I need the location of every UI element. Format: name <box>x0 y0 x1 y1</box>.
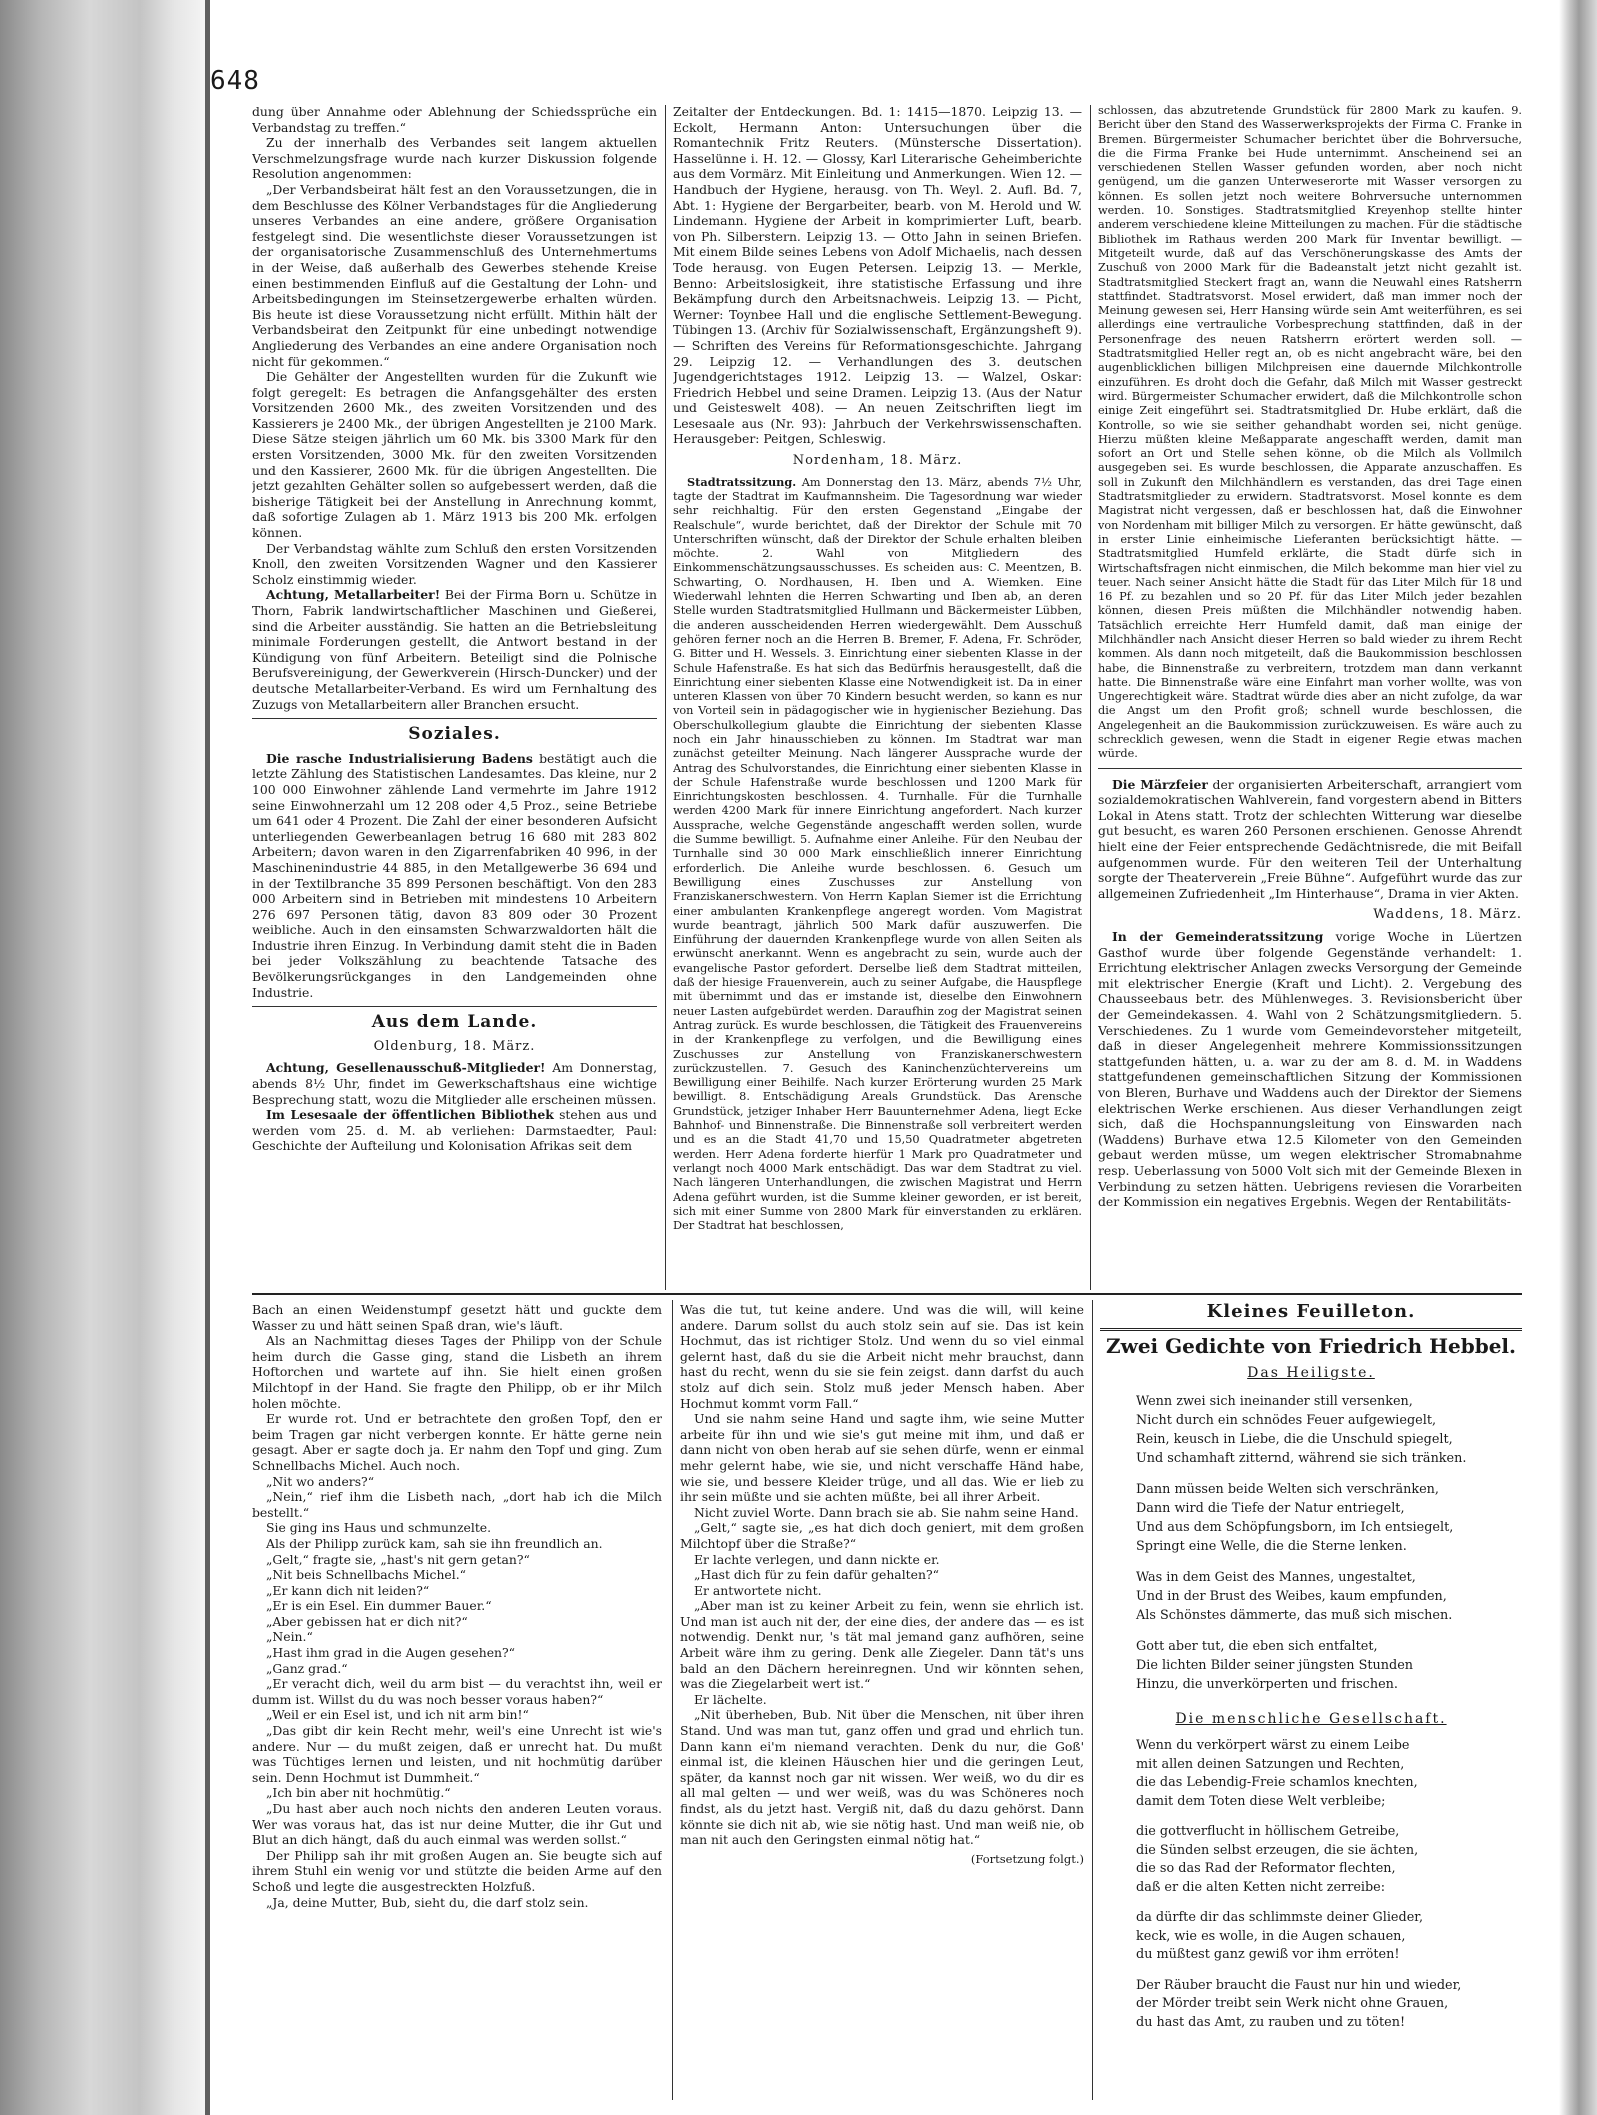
story-paragraph: „Gelt,“ sagte sie, „es hat dich doch geniert, mit dem großen Milchtopf über die Straße?“ <box>680 1520 1084 1551</box>
poem-line: damit dem Toten diese Welt verbleibe; <box>1136 1793 1386 1809</box>
lead-in: Die Märzfeier <box>1112 776 1208 792</box>
poems-title: Zwei Gedichte von Friedrich Hebbel. <box>1106 1333 1516 1358</box>
paragraph <box>252 751 657 1001</box>
poem-line: daß er die alten Ketten nicht zerreibe: <box>1136 1879 1386 1895</box>
feuilleton-heading: Kleines Feuilleton. <box>1206 1302 1416 1322</box>
paragraph: Zeitalter der Entdeckungen. Bd. 1: 1415—1870. Leipzig 13. —Eckolt, Hermann Anton: Untersuchungen über die Romantechnik Fritz Reuters. (Münstersche Dissertation). Hasselünne i. H. 12. — Glossy, Karl Literarische Geheimberichte aus dem Vormärz. Mit Einleitung und Anmerkungen. Wien 12. — Handbuch der Hygiene, herausg. von Th. Weyl. 2. Aufl. Bd. 7, Abt. 1: Hygiene der Bergarbeiter, bearb. von M. Herold und W. Lindemann. Hygiene der Arbeit in komprimierter Luft, bearb. von Ph. Silberstern. Leipzig 13. — Otto Jahn in seinen Briefen. Mit einem Bilde seines Lebens von Adolf Michaelis, nach dessen Tode herausg. von Eugen Petersen. Leipzig 13. — Merkle, Benno: Arbeitslosigkeit, ihre statistische Erfassung und ihre Bekämpfung durch den Arbeitsnachweis. Leipzig 13. — Picht, Werner: Toynbee Hall und die englische Settlement-Bewegung. Tübingen 13. (Archiv für Sozialwissenschaft, Ergänzungsheft 9). — Schriften des Vereins für Reformationsgeschichte. Jahrgang 29. Leipzig 12. — Verhandlungen des 3. deutschen Jugendgerichtstages 1912. Leipzig 13. — Walzel, Oskar: Friedrich Hebbel und seine Dramen. Leipzig 13. (Aus der Natur und Geisteswelt 408). — An neuen Zeitschriften liegt im Lesesaale aus (Nr. 93): Jahrbuch der Verkehrswissenschaften. Herausgeber: Peitgen, Schleswig. <box>673 104 1082 447</box>
story-paragraph: Als an Nachmittag dieses Tages der Philipp von der Schule heim durch die Gasse ging, stand die Lisbeth an ihrem Hoftorchen und wartete auf ihn. Sie hielt einen großen Milchtopf in der Hand. Sie fragte den Philipp, ob er ihr Milch holen möchte. <box>252 1333 662 1411</box>
article-column-3 <box>1098 104 1522 1290</box>
dateline: Oldenburg, 18. März. <box>373 1038 536 1054</box>
story-paragraph: „Ganz grad.“ <box>266 1660 348 1676</box>
story-paragraph: Der Philipp sah ihr mit großen Augen an. Sie beugte sich auf ihrem Stuhl ein wenig vor und stützte die beiden Arme auf den Schoß und legte die ausgestreckten Holzfuß. <box>252 1847 662 1894</box>
page-number: 648 <box>210 66 260 96</box>
paragraph <box>252 1060 657 1107</box>
story-paragraph: Er lächelte. <box>694 1691 767 1707</box>
stanza-gap <box>1136 1556 1522 1568</box>
poem-line: Nicht durch ein schnödes Feuer aufgewiegelt, <box>1136 1412 1437 1428</box>
poem-line: Dann wird die Tiefe der Natur entriegelt, <box>1136 1500 1405 1516</box>
lead-in: Die rasche Industrialisierung Badens <box>266 750 533 766</box>
story-paragraph: „Nit wo anders?“ <box>266 1473 375 1489</box>
story-paragraph: „Du hast aber auch noch nichts den anderen Leuten voraus. Wer was voraus hat, das ist nur deine Mutter, die ihr Gut und Blut an dich hängt, daß du auch einmal was werden sollst.“ <box>252 1801 662 1848</box>
poem-line: Gott aber tut, die eben sich entfaltet, <box>1136 1638 1378 1654</box>
feuilleton-separator <box>252 1293 1522 1295</box>
poem-line: du hast das Amt, zu rauben und zu töten! <box>1136 2014 1406 2030</box>
feuilleton-rule <box>1100 1328 1522 1331</box>
poem-line: Die lichten Bilder seiner jüngsten Stunden <box>1136 1657 1414 1673</box>
poem-line: die gottverflucht in höllischem Getreibe, <box>1136 1824 1400 1840</box>
story-paragraph: „Ich bin aber nit hochmütig.“ <box>266 1785 451 1801</box>
lead-in: Achtung, Gesellenausschuß-Mitglieder! <box>266 1060 546 1076</box>
story-paragraph: Bach an einen Weidenstumpf gesetzt hätt und guckte dem Wasser zu und hätt seinen Spaß dran, wie's läuft. <box>252 1302 662 1333</box>
paragraph-text: vorige Woche in Lüertzen Gasthof wurde über folgende Gegenstände verhandelt: 1. Errichtung elektrischer Anlagen zwecks Versorgung der Gemeinde mit elektrischer Energie (Kraft und Licht). 2. Vergebung des Chausseebaus betr. des Mühlenweges. 3. Revisionsbericht über der Gemeindekassen. 4. Wahl von 2 Schätzungsmitgliedern. 5. Verschiedenes. Zu 1 wurde vom Gemeindevorsteher mitgeteilt, daß in dieser Angelegenheit mehrere Kommissionssitzungen stattgefunden hätten, u. a. war zu der am 8. d. M. in Waddens stattgefundenen gemeinschaftlichen Sitzung der Kommissionen von Bleren, Burhave und Waddens auch der Direktor der Siemens elektrischen Werke erschienen. Aus dieser Verhandlungen zeigt sich, daß die Hochspannungsleitung von Einswarden nach (Waddens) Burhave etwa 12.5 Kilometer von den Gemeinden gebaut werden müsse, um wegen elektrischer Stromabnahme resp. Ueberlassung von 5000 Volt sich mit der Gemeinde Blexen in Verbindung zu setzen hätten. Uebrigens reviesen die Vorarbeiten der Kommission ein negatives Ergebnis. Wegen der Rentabilitäts- <box>1098 929 1522 1210</box>
poem-line: Und aus dem Schöpfungsborn, im Ich entsiegelt, <box>1136 1519 1454 1535</box>
stanza-gap <box>1136 1897 1522 1909</box>
paragraph-text: stehen aus und werden vom 25. d. M. ab verliehen: Darmstaedter, Paul: Geschichte der Aufteilung und Kolonisation Afrikas seit dem <box>252 1107 657 1154</box>
paragraph <box>1098 929 1522 1210</box>
feuilleton-column <box>1100 1302 1522 2092</box>
paragraph-text: Am Donnerstag den 13. März, abends 7½ Uhr, tagte der Stadtrat im Kaufmannsheim. Die Tagesordnung war wieder sehr reichhaltig. Für den ersten Gegenstand „Eingabe der Realschule“, wurde berichtet, daß der Direktor der Schule mit 70 Unterschriften wünscht, daß der Direktor der Schule erhalten bleiben möchte. 2. Wahl von Mitgliedern des Einkommenschätzungsausschusses. Es scheiden aus: C. Meentzen, B. Schwarting, O. Nordhausen, H. Iben und A. Wiemken. Eine Wiederwahl lehnten die Herren Schwarting und Iben ab, an deren Stelle wurden Stadtratsmitglied Hullmann und Bäckermeister Lübben, die anderen ausscheidenden Herren wiedergewählt. Dem Ausschuß gehören ferner noch an die Herren B. Bremer, F. Adena, Fr. Schröder, G. Bitter und H. Wessels. 3. Einrichtung einer siebenten Klasse in der Schule Hafenstraße. Es hat sich das Bedürfnis herausgestellt, daß die Einrichtung einer siebenten Klasse eine Notwendigkeit ist. Da in einer unteren Klassen von über 70 Kindern besucht werden, so kann es nur von Vorteil sein in pädagogischer wie in hygienischer Beziehung. Das Oberschulkollegium glaubte die Einrichtung der siebenten Klasse noch ein Jahr hinausschieben zu können. Im Stadtrat war man zunächst geteilter Meinung. Nach längerer Aussprache wurde der Antrag des Schulvorstandes, die Einrichtung einer siebenten Klasse in der Schule Hafenstraße wurde beschlossen und 1200 Mark für Einrichtungskosten beschlossen. 4. Turnhalle. Für die Turnhalle werden 4200 Mark für innere Einrichtung angefordert. Nach kurzer Aussprache, welche Gegenstände angeschafft werden sollen, wurde die Summe bewilligt. 5. Aufnahme einer Anleihe. Für den Neubau der Turnhalle sind 30 000 Mark einschließlich innerer Einrichtung erforderlich. Die Anleihe wurde beschlossen. 6. Gesuch um Bewilligung eines Zuschusses zur Anstellung von Franziskanerschwestern. Von Herrn Kaplan Siemer ist die Errichtung einer ambulanten Krankenpflege angeregt worden. Vom Magistrat wurde beantragt, jährlich 500 Mark dafür auszuwerfen. Die Einführung der dauernden Krankenpflege wurde von allen Seiten als erwünscht anerkannt. Wenn es angebracht zu sein, wurde auch der evangelische Pastor gefordert. Derselbe ließ dem Stadtrat mitteilen, daß der hiesige Frauenverein, auch zu seiner Aufgabe, die Hauspflege mit übernimmt und das er imstande ist, dieselbe den Einwohnern neuer Lasten aufgebürdet werden. Daraufhin zog der Magistrat seinen Antrag zurück. Es wurde beschlossen, die Tätigkeit des Frauenvereins in der Krankenpflege zu verfolgen, und die Bewilligung eines Zuschusses zur Anstellung von Franziskanerschwestern zurückzustellen. 7. Gesuch des Kaninchenzüchtervereins um Bewilligung einer Beihilfe. Nach kurzer Erörterung wurden 25 Mark bewilligt. 8. Entschädigung Areals Grundstück. Das Arensche Grundstück, jetziger Inhaber Herr Bauunternehmer Adena, liegt Ecke Bahnhof- und Binnenstraße. Die Binnenstraße soll verbreitert werden und es an die Stadt 41,70 und 15,50 Quadratmeter abgetreten werden. Herr Adena forderte hierfür 1 Mark pro Quadratmeter und verlangt noch 4000 Mark entschädigt. Das war dem Stadtrat zu viel. Nach längeren Unterhandlungen, die zwischen Magistrat und Herrn Adena geführt wurden, ist die Summe kleiner geworden, er ist bereit, sich mit einer Summe von 2800 Mark für einverstanden zu erklären. Der Stadtrat hat beschlossen, <box>673 475 1082 1233</box>
column-rule <box>1090 105 1091 1290</box>
paragraph: dung über Annahme oder Ablehnung der Schiedssprüche ein Verbandstag zu treffen.“ <box>252 104 657 135</box>
poem-1 <box>1100 1392 1522 1694</box>
paragraph <box>673 475 1082 1234</box>
lead-in: Stadtratssitzung. <box>687 474 797 489</box>
lead-in: Im Lesesaale der öffentlichen Bibliothek <box>266 1107 554 1123</box>
story-paragraph: „Nit überheben, Bub. Nit über die Menschen, nit über ihren Stand. Und was man tut, ganz offen und grad und ehrlich tun. Dann kann ei'm niemand verachten. Denk du nur, die Goß' einmal ist, die kleinen Häuschen hier und die geringen Leut, später, da kannst noch gar nit wissen. Wer weiß, wo du dir es all mal gelten — und wer weiß, was du was Schöneres noch findst, als du jetzt hast. Vergiß nit, daß du dazu gehörst. Dann könnte sie dich nit ab, wie sie nötig hast. Und man weiß nie, ob man nit auch den Geringsten einmal nötig hat.“ <box>680 1707 1084 1848</box>
story-paragraph: „Das gibt dir kein Recht mehr, weil's eine Unrecht ist wie's andere. Nur — du mußt zeigen, daß er unrecht hat. Du mußt was Tüchtiges lernen und leisten, und nit hochmütig darüber sein. Denn Hochmut ist Dummheit.“ <box>252 1723 662 1785</box>
poem-line: da dürfte dir das schlimmste deiner Glieder, <box>1136 1910 1424 1926</box>
story-paragraph: Sie ging ins Haus und schmunzelte. <box>266 1520 492 1536</box>
column-rule <box>665 105 666 1290</box>
paragraph: Die Gehälter der Angestellten wurden für die Zukunft wie folgt geregelt: Es betragen die Anfangsgehälter des ersten Vorsitzenden 2600 Mk., des zweiten Vorsitzenden und des Kassierers je 2400 Mk., der übrigen Angestellten je 2100 Mark. Diese Sätze steigen jährlich um 60 Mk. bis 3300 Mark für den ersten Vorsitzenden, 3000 Mk. für den zweiten Vorsitzenden und den Kassierer, 2600 Mk. für die übrigen Angestellten. Die jetzt gezahlten Gehälter sollen so aufgebessert werden, daß die bisherige Tätigkeit bei der Anstellung in Anrechnung kommt, daß sofortige Zulagen ab 1. März 1913 bis 200 Mk. erfolgen können. <box>252 369 657 541</box>
poem-2-title: Die menschliche Gesellschaft. <box>1175 1710 1447 1727</box>
poem-line: die Sünden selbst erzeugen, die sie ächten, <box>1136 1842 1419 1858</box>
section-divider <box>252 718 657 719</box>
story-paragraph: „Hast dich für zu fein dafür gehalten?“ <box>694 1567 939 1583</box>
paragraph-text: bestätigt auch die letzte Zählung des Statistischen Landesamtes. Das kleine, nur 2 100 000 Einwohner zählende Land vermehrte im Jahre 1912 seine Einwohnerzahl um 12 208 oder 4,5 Proz., seine Betriebe um 641 oder 4 Prozent. Die Zahl der einer besonderen Aufsicht unterliegenden Gewerbeanlagen betrug 16 680 mit 283 802 Arbeitern; davon waren in den Zigarrenfabriken 40 996, in der Maschinenindustrie 44 885, in den Metallgewerbe 36 694 und in der Textilbranche 35 899 Personen beschäftigt. Von den 283 000 Arbeitern sind in Betrieben mit mindestens 10 Arbeitern 276 697 Personen tätig, davon 83 809 oder 30 Prozent weibliche. Auch in den einsamsten Schwarzwaldorten hält die Industrie ihren Einzug. In Verbindung damit steht die in Baden bei jeder Volkszählung zu beachtende Tatsache des Bevölkerungsrückganges in den Landgemeinden ohne Industrie. <box>252 750 657 1000</box>
poem-line: Rein, keusch in Liebe, die die Unschuld spiegelt, <box>1136 1431 1453 1447</box>
story-paragraph: „Nein.“ <box>266 1629 313 1645</box>
poem-line: Springt eine Welle, die die Sterne lenken. <box>1136 1538 1407 1554</box>
poem-line: Als Schönstes dämmerte, das muß sich mischen. <box>1136 1607 1453 1623</box>
story-paragraph: Er antwortete nicht. <box>694 1582 822 1598</box>
poem-line: Der Räuber braucht die Faust nur hin und wieder, <box>1136 1977 1462 1993</box>
notice-heading: Achtung, Metallarbeiter! <box>266 587 441 603</box>
stanza-gap <box>1136 1625 1522 1637</box>
story-column-1 <box>252 1302 662 2092</box>
poem-line: Und schamhaft zitternd, während sie sich tränken. <box>1136 1450 1467 1466</box>
paragraph-text: Am Donnerstag, abends 8½ Uhr, findet im Gewerkschaftshaus eine wichtige Besprechung statt, wozu die Mitglieder alle erscheinen müssen. <box>252 1060 657 1107</box>
story-column-2 <box>680 1302 1084 2092</box>
poem-line: die das Lebendig-Freie schamlos knechten, <box>1136 1775 1418 1791</box>
poem-line: keck, wie es wolle, in die Augen schauen, <box>1136 1928 1406 1944</box>
notice-paragraph <box>252 587 657 712</box>
page-right-edge <box>1559 0 1597 2115</box>
poem-line: mit allen deinen Satzungen und Rechten, <box>1136 1756 1405 1772</box>
story-paragraph: „Gelt,“ fragte sie, „hast's nit gern getan?“ <box>266 1551 530 1567</box>
continuation-note: (Fortsetzung folgt.) <box>970 1851 1084 1866</box>
story-paragraph: „Aber man ist zu keiner Arbeit zu fein, wenn sie ehrlich ist. Und man ist auch nit der, der eine dies, der andere das — es ist notwendig. Denkt nur, 's tät mal jemand ganz aufhören, seine Arbeit wäre ihm zu gering. Denk alle Ziegeler. Dann tät's uns bald an den Dächern hereinregnen. Und wir könnten sehen, was die Ziegelarbeit wert ist.“ <box>680 1598 1084 1692</box>
article-column-1 <box>252 104 657 1290</box>
notice-text: Bei der Firma Born u. Schütze in Thorn, Fabrik landwirtschaftlicher Maschinen und Gießerei, sind die Arbeiter ausständig. Sie hatten an die Betriebsleitung minimale Forderungen gestellt, die Antwort bestand in der Kündigung von fünf Arbeitern. Beteiligt sind die Polnische Berufsvereinigung, der Gewerkverein (Hirsch-Duncker) und der deutsche Metallarbeiter-Verband. Es wird um Fernhaltung des Zuzugs von Metallarbeitern aller Branchen ersucht. <box>252 587 657 712</box>
story-paragraph: Er wurde rot. Und er betrachtete den großen Topf, den er beim Tragen gar nicht verbergen konnte. Er hätte gerne nein gesagt. Aber er sagte doch ja. Er nahm den Topf und ging. Zum Schnellbachs Michel. Auch noch. <box>252 1411 662 1473</box>
poem-line: Wenn zwei sich ineinander still versenken, <box>1136 1393 1413 1409</box>
poem-2 <box>1100 1737 1522 2032</box>
section-divider <box>252 1006 657 1007</box>
dateline: Waddens, 18. März. <box>1373 907 1522 923</box>
story-paragraph: „Nein,“ rief ihm die Lisbeth nach, „dort hab ich die Milch bestellt.“ <box>252 1489 662 1520</box>
poem-line: Wenn du verkörpert wärst zu einem Leibe <box>1136 1738 1410 1754</box>
poem-line: der Mörder treibt sein Werk nicht ohne Grauen, <box>1136 1996 1449 2012</box>
paragraph: Der Verbandstag wählte zum Schluß den ersten Vorsitzenden Knoll, den zweiten Vorsitzenden Wagner und den Kassierer Scholz einstimmig wieder. <box>252 540 657 587</box>
poem-line: Hinzu, die unverkörperten und frischen. <box>1136 1676 1398 1692</box>
dateline: Nordenham, 18. März. <box>792 453 963 469</box>
story-paragraph: „Weil er ein Esel ist, und ich nit arm bin!“ <box>266 1707 529 1723</box>
column-rule <box>1092 1300 1093 2100</box>
paragraph <box>252 1107 657 1154</box>
lead-in: In der Gemeinderatssitzung <box>1112 929 1324 944</box>
section-heading-soziales: Soziales. <box>408 724 501 745</box>
story-paragraph: „Aber gebissen hat er dich nit?“ <box>266 1613 468 1629</box>
story-paragraph: Und sie nahm seine Hand und sagte ihm, wie seine Mutter arbeite für ihn und wie sie's gut meine mit ihm, und daß er dann nicht von oben herab auf sie sehen dürfe, wenn er einmal mehr gelernt habe, wie sie, und nicht verschaffe Händ habe, wie sie, und bessere Kleider trüge, und all das. Wie er lieb zu ihr sein müßte und sie achten müßte, bei all ihrer Arbeit. <box>680 1411 1084 1505</box>
stanza-gap <box>1136 1468 1522 1480</box>
story-paragraph: Was die tut, tut keine andere. Und was die will, will keine andere. Darum sollst du auch stolz sein auf sie. Das ist kein Hochmut, das ist richtiger Stolz. Und wenn du so viel einmal gelernt hast, daß du sie die Arbeit nicht mehr brauchst, dann hast du recht, wenn du sie sie fein zeigst. dann darfst du auch stolz auf dich sein. Stolz muß jeder Mensch haben. Aber Hochmut kommt vorm Fall.“ <box>680 1302 1084 1411</box>
book-binding-gutter <box>0 0 210 2115</box>
poem-line: du müßtest ganz gewiß vor ihm erröten! <box>1136 1947 1400 1963</box>
stanza-gap <box>1136 1965 1522 1977</box>
paragraph <box>1098 777 1522 902</box>
story-paragraph: „Er kann dich nit leiden?“ <box>266 1582 430 1598</box>
article-column-2 <box>673 104 1082 1290</box>
story-paragraph: „Ja, deine Mutter, Bub, sieht du, die darf stolz sein. <box>266 1894 589 1910</box>
resolution-quote: „Der Verbandsbeirat hält fest an den Voraussetzungen, die in dem Beschlusse des Kölner Verbandstages für die Angliederung unseres Verbandes an eine andere, größere Organisation festgelegt sind. Die wesentlichste dieser Voraussetzungen ist der organisatorische Zusammenschluß des Unternehmertums in der Weise, daß außerhalb des Gewerbes stehende Kreise einen bestimmenden Einfluß auf die Gestaltung der Lohn- und Arbeitsbedingungen im Steinsetzergewerbe erhalten würden. Bis heute ist diese Voraussetzung nicht erfüllt. Mithin hält der Verbandsbeirat den Zeitpunkt für eine unbedingt notwendige Angliederung des Verbandes an eine andere Organisation noch nicht für gekommen.“ <box>252 181 657 369</box>
story-paragraph: „Er is ein Esel. Ein dummer Bauer.“ <box>266 1598 492 1614</box>
stanza-gap <box>1136 1811 1522 1823</box>
story-paragraph: Er lachte verlegen, und dann nickte er. <box>694 1551 940 1567</box>
poem-line: Und in der Brust des Weibes, kaum empfunden, <box>1136 1588 1447 1604</box>
paragraph: schlossen, das abzutretende Grundstück für 2800 Mark zu kaufen. 9. Bericht über den Stand des Wasserwerksprojekts der Firma C. Franke in Bremen. Bürgermeister Schumacher berichtet über die Bohrversuche, die die Firma Franke bei Hude unternimmt. Anscheinend sei an verschiedenen Stellen Wasser gefunden worden, aber noch nicht genügend, um die ganzen Unterweserorte mit Wasser versorgen zu können. Es sollen jetzt noch weitere Bohrversuche unternommen werden. 10. Sonstiges. Stadtratsmitglied Kreyenhop stellte hinter anderem verschiedene kleine Mitteilungen zu machen. Für die städtische Bibliothek im Rathaus werden 200 Mark für Inventar bewilligt. — Mitgeteilt wurde, daß auf das Verschönerungskasse des Amts der Zuschuß von 2000 Mark für die Badeanstalt jetzt nicht gezahlt ist. Stadtratsmitglied Steckert fragt an, wann die Neuwahl eines Ratsherrn stattfindet. Stadtratsvorst. Mosel erwidert, daß man immer noch der Meinung gewesen sei, Herr Hansing würde sein Amt weiterführen, es sei allerdings eine vertrauliche Vorbesprechung stattfinden, daß in der Personenfrage des neuen Ratsherrn erörtert werden soll. — Stadtratsmitglied Heller regt an, ob es nicht angebracht wäre, bei den augenblicklichen billigen Milchpreisen eine dauernde Milchkontrolle einzuführen. Es droht doch die Gefahr, daß Milch mit Wasser gestreckt wird. Bürgermeister Schumacher erwidert, daß die Milchkontrolle schon einige Zeit eingeführt sei. Stadtratsmitglied Dr. Hube erklärt, daß die Kontrolle, so wie sie seither gehandhabt worden sei, nicht genüge. Hierzu müßten kleine Meßapparate angeschafft werden, damit man sofort an Ort und Stelle sehen könne, ob die Milch als Vollmilch ausgegeben sei. Es wurde beschlossen, die Apparate anzuschaffen. Es soll in Zukunft den Milchhändlern es verstanden, das drei Tage einen Stadtratsmitglieder zu erwidern. Stadtratsvorst. Mosel konnte es dem Magistrat nicht vergessen, daß er beschlossen hat, daß die Einwohner von Nordenham mit billiger Milch zu versorgen. Er hätte gewünscht, daß in erster Linie einheimische Lieferanten berücksichtigt hätte. — Stadtratsmitglied Humfeld erklärte, die Stadt dürfe sich in Wirtschaftsfragen nicht einmischen, die Milch bekomme man hier viel zu teuer. Nach seiner Ansicht hätte die Stadt für das Liter Milch für 18 und 16 Pf. zu bezahlen und so 20 Pf. für das Liter Milch jeder bezahlen können, diesen Preis müßten die Milchhändler notwendig haben. Tatsächlich erreichte Herr Humfeld damit, daß man einige der Milchhändler nach Ansicht dieser Herren so bald wieder zu ihrem Recht kommen. Als dann noch mitgeteilt, daß die Baukommission beschlossen habe, die Binnenstraße zu verbreitern, trotzdem man dann verkannt hatte. Die Binnenstraße wäre eine Einfahrt man vorher wollte, was von Ungerechtigkeit wäre. Stadtrat würde dies aber an nicht zufolge, da war die Angst um den Profit groß; schnell wurde beschlossen, die Angelegenheit an die Baukommission zurückzuweisen. Es wäre auch zu schrecklich gewesen, wenn die Stadt in eigener Regie etwas machen würde. <box>1098 104 1522 761</box>
poem-line: Was in dem Geist des Mannes, ungestaltet, <box>1136 1569 1416 1585</box>
story-paragraph: „Er veracht dich, weil du arm bist — du verachtst ihn, weil er dumm ist. Willst du du was noch besser voraus haben?“ <box>252 1676 662 1707</box>
story-paragraph: Als der Philipp zurück kam, sah sie ihn freundlich an. <box>266 1535 603 1551</box>
story-paragraph: „Nit beis Schnellbachs Michel.“ <box>266 1567 466 1583</box>
poem-line: Dann müssen beide Welten sich verschränken, <box>1136 1481 1439 1497</box>
poem-1-title: Das Heiligste. <box>1247 1365 1375 1382</box>
binding-edge <box>205 0 210 2115</box>
section-divider <box>1098 768 1522 769</box>
story-paragraph: Nicht zuviel Worte. Dann brach sie ab. Sie nahm seine Hand. <box>694 1504 1079 1520</box>
story-paragraph: „Hast ihm grad in die Augen gesehen?“ <box>266 1645 516 1661</box>
section-heading-lande: Aus dem Lande. <box>371 1012 538 1033</box>
poem-line: die so das Rad der Reformator flechten, <box>1136 1861 1396 1877</box>
paragraph: Zu der innerhalb des Verbandes seit langem aktuellen Verschmelzungsfrage wurde nach kurzer Diskussion folgende Resolution angenommen: <box>252 135 657 182</box>
paragraph-text: der organisierten Arbeiterschaft, arrangiert vom sozialdemokratischen Wahlverein, fand vorgestern abend in Bitters Lokal in Atens statt. Trotz der schlechten Witterung war dieselbe gut besucht, es waren 260 Personen erschienen. Genosse Ahrendt hielt eine der Feier entsprechende Gedächtnisrede, die mit Beifall aufgenommen wurde. Für den weiteren Teil der Unterhaltung sorgte der Theaterverein „Freie Bühne“. Aufgeführt wurde das zur allgemeinen Zufriedenheit „Im Hinterhause“, Drama in vier Akten. <box>1098 776 1522 901</box>
column-rule <box>672 1300 673 2100</box>
